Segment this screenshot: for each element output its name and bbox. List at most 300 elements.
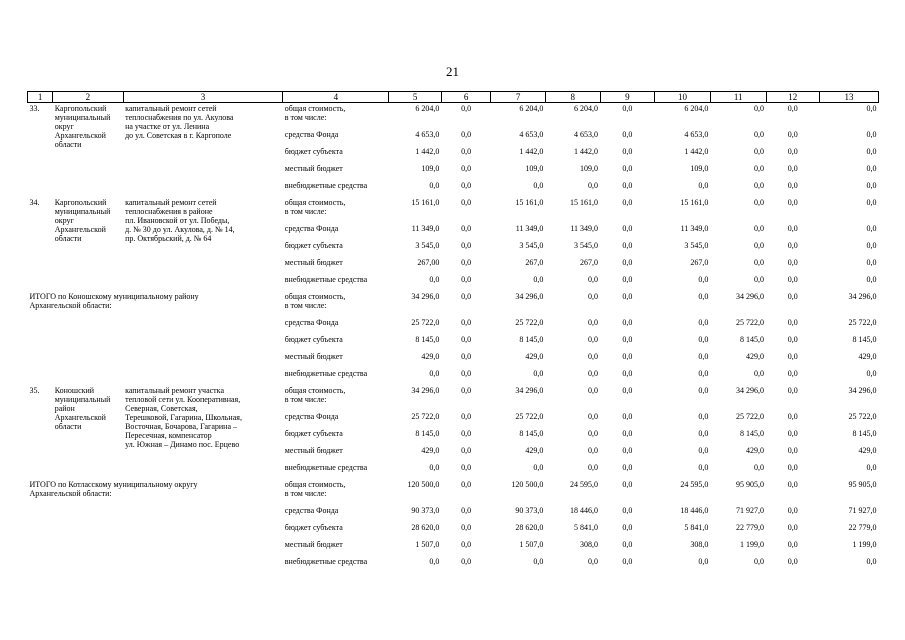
value-cell: 6 204,0 bbox=[574, 104, 599, 113]
value-cell: 90 373,0 bbox=[515, 505, 544, 515]
work-description-cell bbox=[123, 385, 283, 479]
value-cell: 0,0 bbox=[622, 351, 633, 361]
value-cell: 0,0 bbox=[698, 385, 709, 395]
work-description-line: до ул. Советская в г. Каргополе bbox=[125, 131, 232, 140]
value-cell: 0,0 bbox=[588, 291, 599, 301]
value-cell: 18 446,0 bbox=[680, 505, 709, 515]
municipality-line: Каргопольский bbox=[54, 104, 107, 113]
value-cell: 429,0 bbox=[858, 445, 877, 455]
value-cell: 0,0 bbox=[461, 334, 472, 344]
value-cell: 0,0 bbox=[787, 522, 798, 532]
value-cell: 0,0 bbox=[698, 445, 709, 455]
value-cell: 0,0 bbox=[698, 291, 709, 301]
value-cell: 0,0 bbox=[754, 163, 764, 173]
value-cell: 0,0 bbox=[622, 104, 633, 113]
value-cell: 0,0 bbox=[622, 291, 633, 301]
value-cell: 34 296,0 bbox=[515, 291, 544, 301]
funding-source-line: средства Фонда bbox=[284, 411, 339, 421]
work-description-line: Восточная, Бочарова, Гагарина – bbox=[125, 421, 238, 431]
value-cell: 28 620,0 bbox=[411, 522, 440, 532]
value-cell: 0,0 bbox=[461, 274, 472, 284]
value-cell: 34 296,0 bbox=[411, 291, 440, 301]
municipality-line: муниципальный bbox=[54, 394, 111, 404]
value-cell: 24 595,0 bbox=[570, 479, 599, 489]
value-cell: 0,0 bbox=[622, 385, 633, 395]
table-row bbox=[28, 291, 879, 317]
value-cell: 267,0 bbox=[525, 257, 544, 267]
value-cell: 0,0 bbox=[787, 146, 798, 156]
funding-source-line: бюджет субъекта bbox=[284, 428, 343, 438]
value-cell: 0,0 bbox=[698, 556, 709, 566]
value-cell: 34 296,0 bbox=[848, 385, 877, 395]
funding-source-cell bbox=[283, 445, 389, 462]
value-cell: 0,0 bbox=[429, 180, 440, 190]
work-description-line: ул. Южная – Динамо пос. Ерцево bbox=[125, 439, 240, 449]
value-cell: 6 204,0 bbox=[519, 104, 544, 113]
value-cell: 0,0 bbox=[429, 556, 440, 566]
column-header: 8 bbox=[545, 92, 600, 103]
value-cell: 5 841,0 bbox=[684, 522, 709, 532]
value-cell: 0,0 bbox=[588, 556, 599, 566]
table-body bbox=[28, 103, 879, 573]
value-cell: 0,0 bbox=[461, 240, 472, 250]
value-cell: 0,0 bbox=[866, 556, 877, 566]
value-cell: 24 595,0 bbox=[680, 479, 709, 489]
value-cell: 4 653,0 bbox=[574, 129, 599, 139]
value-cell: 25 722,0 bbox=[848, 411, 877, 421]
value-cell: 0,0 bbox=[588, 385, 599, 395]
funding-source-line: в том числе: bbox=[284, 488, 327, 498]
table-row bbox=[28, 197, 879, 223]
value-cell: 0,0 bbox=[461, 479, 472, 489]
value-cell: 0,0 bbox=[588, 351, 599, 361]
value-cell: 0,0 bbox=[533, 368, 544, 378]
funding-source-line: местный бюджет bbox=[284, 351, 343, 361]
value-cell: 0,0 bbox=[866, 274, 877, 284]
value-cell: 0,0 bbox=[787, 411, 798, 421]
value-cell: 0,0 bbox=[787, 385, 798, 395]
row-index: 33. bbox=[29, 104, 40, 113]
funding-source-line: местный бюджет bbox=[284, 163, 343, 173]
value-cell: 109,0 bbox=[690, 163, 709, 173]
funding-source-cell bbox=[283, 385, 389, 411]
value-cell: 0,0 bbox=[787, 445, 798, 455]
value-cell: 0,0 bbox=[461, 351, 472, 361]
municipality-line: Коношский bbox=[54, 385, 95, 395]
funding-source-line: внебюджетные средства bbox=[284, 368, 368, 378]
column-header: 6 bbox=[441, 92, 490, 103]
value-cell: 0,0 bbox=[787, 223, 798, 233]
value-cell: 0,0 bbox=[622, 368, 633, 378]
row-index: 34. bbox=[29, 197, 40, 207]
value-cell: 1 507,0 bbox=[415, 539, 440, 549]
value-cell: 0,0 bbox=[787, 197, 798, 207]
funding-source-line: внебюджетные средства bbox=[284, 180, 368, 190]
value-cell: 11 349,0 bbox=[515, 223, 544, 233]
value-cell: 0,0 bbox=[461, 505, 472, 515]
value-cell: 0,0 bbox=[622, 462, 633, 472]
municipality-line: район bbox=[54, 403, 75, 413]
value-cell: 25 722,0 bbox=[411, 411, 440, 421]
municipality-line: муниципальный bbox=[54, 206, 111, 216]
value-cell: 429,0 bbox=[421, 445, 440, 455]
column-header: 2 bbox=[53, 92, 123, 103]
value-cell: 0,0 bbox=[698, 411, 709, 421]
value-cell: 120 500,0 bbox=[511, 479, 544, 489]
value-cell: 15 161,0 bbox=[515, 197, 544, 207]
value-cell: 0,0 bbox=[866, 462, 877, 472]
column-numbers-row bbox=[28, 92, 879, 103]
work-description-line: капитальный ремонт сетей bbox=[125, 197, 217, 207]
value-cell: 0,0 bbox=[787, 257, 798, 267]
funding-source-cell bbox=[283, 479, 389, 505]
work-description-line: капитальный ремонт участка bbox=[125, 385, 224, 395]
funding-source-line: в том числе: bbox=[284, 394, 327, 404]
value-cell: 1 442,0 bbox=[415, 146, 440, 156]
funding-source-cell bbox=[283, 146, 389, 163]
funding-source-line: общая стоимость, bbox=[284, 385, 346, 395]
total-label bbox=[28, 291, 283, 385]
value-cell: 0,0 bbox=[698, 368, 709, 378]
value-cell: 0,0 bbox=[461, 385, 472, 395]
value-cell: 0,0 bbox=[461, 180, 472, 190]
funding-source-line: внебюджетные средства bbox=[284, 556, 368, 566]
value-cell: 0,0 bbox=[588, 445, 599, 455]
work-description-line: Северная, Советская, bbox=[125, 403, 198, 413]
value-cell: 11 349,0 bbox=[570, 223, 599, 233]
value-cell: 0,0 bbox=[866, 146, 877, 156]
value-cell: 0,0 bbox=[622, 223, 633, 233]
value-cell: 1 507,0 bbox=[519, 539, 544, 549]
value-cell: 0,0 bbox=[866, 163, 877, 173]
work-description-line: пр. Октябрьский, д. № 64 bbox=[125, 233, 212, 243]
municipality-cell bbox=[53, 103, 123, 197]
value-cell: 15 161,0 bbox=[570, 197, 599, 207]
table-row bbox=[28, 385, 879, 411]
value-cell: 0,0 bbox=[787, 428, 798, 438]
value-cell: 109,0 bbox=[525, 163, 544, 173]
value-cell: 267,0 bbox=[580, 257, 599, 267]
funding-source-line: средства Фонда bbox=[284, 223, 339, 233]
value-cell: 4 653,0 bbox=[684, 129, 709, 139]
value-cell: 0,0 bbox=[533, 556, 544, 566]
value-cell: 0,0 bbox=[461, 428, 472, 438]
total-label-line: ИТОГО по Котласскому муниципальному округу bbox=[29, 479, 198, 489]
municipality-cell bbox=[53, 385, 123, 479]
funding-source-cell bbox=[283, 317, 389, 334]
value-cell: 0,0 bbox=[866, 104, 877, 113]
value-cell: 0,0 bbox=[461, 129, 472, 139]
value-cell: 0,0 bbox=[588, 317, 599, 327]
value-cell: 0,0 bbox=[754, 197, 764, 207]
value-cell: 0,0 bbox=[698, 462, 709, 472]
funding-source-cell bbox=[283, 505, 389, 522]
value-cell: 0,0 bbox=[461, 368, 472, 378]
value-cell: 0,0 bbox=[622, 445, 633, 455]
value-cell: 18 446,0 bbox=[570, 505, 599, 515]
municipality-line: округ bbox=[54, 215, 74, 225]
value-cell: 8 145,0 bbox=[740, 334, 764, 344]
value-cell: 0,0 bbox=[866, 129, 877, 139]
funding-source-line: внебюджетные средства bbox=[284, 462, 368, 472]
funding-source-line: средства Фонда bbox=[284, 129, 339, 139]
value-cell: 0,0 bbox=[461, 411, 472, 421]
value-cell: 1 442,0 bbox=[519, 146, 544, 156]
column-header: 1 bbox=[28, 92, 53, 103]
column-header: 13 bbox=[820, 92, 879, 103]
page-number: 21 bbox=[446, 64, 459, 79]
value-cell: 8 145,0 bbox=[519, 334, 544, 344]
value-cell: 6 204,0 bbox=[684, 104, 709, 113]
funding-source-line: местный бюджет bbox=[284, 445, 343, 455]
value-cell: 25 722,0 bbox=[515, 411, 544, 421]
value-cell: 8 145,0 bbox=[852, 334, 877, 344]
value-cell: 0,0 bbox=[429, 274, 440, 284]
value-cell: 267,0 bbox=[690, 257, 709, 267]
funding-source-line: средства Фонда bbox=[284, 505, 339, 515]
value-cell: 0,0 bbox=[698, 180, 709, 190]
municipality-line: Каргопольский bbox=[54, 197, 107, 207]
funding-source-cell bbox=[283, 103, 389, 129]
value-cell: 34 296,0 bbox=[736, 291, 764, 301]
value-cell: 429,0 bbox=[421, 351, 440, 361]
value-cell: 0,0 bbox=[866, 223, 877, 233]
total-label-line: Архангельской области: bbox=[29, 488, 112, 498]
value-cell: 3 545,0 bbox=[519, 240, 544, 250]
value-cell: 0,0 bbox=[622, 317, 633, 327]
value-cell: 0,0 bbox=[754, 240, 764, 250]
funding-source-cell bbox=[283, 351, 389, 368]
value-cell: 0,0 bbox=[588, 334, 599, 344]
value-cell: 0,0 bbox=[461, 197, 472, 207]
value-cell: 0,0 bbox=[461, 291, 472, 301]
funding-source-line: в том числе: bbox=[284, 300, 327, 310]
funding-source-cell bbox=[283, 556, 389, 573]
municipality-line: Архангельской bbox=[54, 131, 106, 140]
funding-source-line: бюджет субъекта bbox=[284, 146, 343, 156]
value-cell: 0,0 bbox=[622, 146, 633, 156]
value-cell: 109,0 bbox=[580, 163, 599, 173]
value-cell: 71 927,0 bbox=[736, 505, 764, 515]
municipality-line: области bbox=[54, 140, 82, 149]
value-cell: 25 722,0 bbox=[411, 317, 440, 327]
work-description-line: пл. Ивановской от ул. Победы, bbox=[125, 215, 230, 225]
value-cell: 0,0 bbox=[622, 539, 633, 549]
table-row bbox=[28, 103, 879, 129]
value-cell: 0,0 bbox=[622, 274, 633, 284]
value-cell: 0,0 bbox=[461, 223, 472, 233]
value-cell: 0,0 bbox=[622, 479, 633, 489]
value-cell: 0,0 bbox=[461, 462, 472, 472]
value-cell: 0,0 bbox=[754, 223, 764, 233]
value-cell: 0,0 bbox=[698, 351, 709, 361]
value-cell: 8 145,0 bbox=[852, 428, 877, 438]
value-cell: 71 927,0 bbox=[848, 505, 877, 515]
value-cell: 0,0 bbox=[533, 462, 544, 472]
value-cell: 5 841,0 bbox=[574, 522, 599, 532]
value-cell: 95 905,0 bbox=[736, 479, 764, 489]
funding-source-cell bbox=[283, 257, 389, 274]
value-cell: 0,0 bbox=[698, 317, 709, 327]
value-cell: 34 296,0 bbox=[411, 385, 440, 395]
value-cell: 95 905,0 bbox=[848, 479, 877, 489]
value-cell: 0,0 bbox=[866, 240, 877, 250]
value-cell: 34 296,0 bbox=[848, 291, 877, 301]
column-header: 12 bbox=[766, 92, 820, 103]
value-cell: 0,0 bbox=[787, 240, 798, 250]
value-cell: 15 161,0 bbox=[411, 197, 440, 207]
funding-source-cell bbox=[283, 522, 389, 539]
value-cell: 0,0 bbox=[461, 163, 472, 173]
value-cell: 429,0 bbox=[525, 351, 544, 361]
value-cell: 0,0 bbox=[698, 274, 709, 284]
value-cell: 0,0 bbox=[622, 428, 633, 438]
funding-source-cell bbox=[283, 129, 389, 146]
funding-source-cell bbox=[283, 539, 389, 556]
total-label bbox=[28, 479, 283, 573]
value-cell: 0,0 bbox=[754, 462, 764, 472]
value-cell: 0,0 bbox=[787, 180, 798, 190]
value-cell: 0,0 bbox=[588, 411, 599, 421]
value-cell: 0,0 bbox=[787, 317, 798, 327]
value-cell: 0,0 bbox=[622, 411, 633, 421]
value-cell: 0,0 bbox=[866, 368, 877, 378]
total-label-line: Архангельской области: bbox=[29, 300, 112, 310]
value-cell: 0,0 bbox=[754, 129, 764, 139]
work-description-line: д. № 30 до ул. Акулова, д. № 14, bbox=[125, 224, 235, 234]
value-cell: 267,00 bbox=[417, 257, 440, 267]
value-cell: 120 500,0 bbox=[407, 479, 440, 489]
funding-source-line: бюджет субъекта bbox=[284, 240, 343, 250]
value-cell: 0,0 bbox=[787, 479, 798, 489]
column-header: 11 bbox=[710, 92, 766, 103]
value-cell: 0,0 bbox=[622, 180, 633, 190]
value-cell: 0,0 bbox=[461, 445, 472, 455]
value-cell: 429,0 bbox=[525, 445, 544, 455]
total-label-line: ИТОГО по Коношскому муниципальному району bbox=[29, 291, 199, 301]
column-header: 10 bbox=[655, 92, 711, 103]
value-cell: 11 349,0 bbox=[411, 223, 440, 233]
value-cell: 25 722,0 bbox=[848, 317, 877, 327]
value-cell: 15 161,0 bbox=[680, 197, 709, 207]
funding-source-line: бюджет субъекта bbox=[284, 522, 343, 532]
funding-source-cell bbox=[283, 223, 389, 240]
value-cell: 25 722,0 bbox=[736, 411, 764, 421]
value-cell: 0,0 bbox=[787, 368, 798, 378]
column-header: 5 bbox=[389, 92, 442, 103]
value-cell: 3 545,0 bbox=[574, 240, 599, 250]
value-cell: 28 620,0 bbox=[515, 522, 544, 532]
funding-source-cell bbox=[283, 274, 389, 291]
work-description-line: Пересечная, компенсатор bbox=[125, 430, 212, 440]
value-cell: 4 653,0 bbox=[519, 129, 544, 139]
value-cell: 0,0 bbox=[588, 462, 599, 472]
funding-source-line: местный бюджет bbox=[284, 539, 343, 549]
work-description-line: теплоснабжения по ул. Акулова bbox=[125, 113, 234, 122]
value-cell: 0,0 bbox=[622, 257, 633, 267]
value-cell: 0,0 bbox=[754, 104, 764, 113]
value-cell: 0,0 bbox=[754, 180, 764, 190]
value-cell: 0,0 bbox=[866, 257, 877, 267]
municipality-line: области bbox=[54, 421, 82, 431]
funding-source-cell bbox=[283, 163, 389, 180]
work-description-line: теплоснабжения в районе bbox=[125, 206, 213, 216]
municipality-line: округ bbox=[54, 122, 74, 131]
value-cell: 0,0 bbox=[787, 351, 798, 361]
value-cell: 429,0 bbox=[746, 351, 764, 361]
column-header: 3 bbox=[123, 92, 283, 103]
funding-source-line: общая стоимость, bbox=[284, 291, 346, 301]
funding-source-cell bbox=[283, 368, 389, 385]
value-cell: 429,0 bbox=[858, 351, 877, 361]
value-cell: 0,0 bbox=[866, 180, 877, 190]
value-cell: 0,0 bbox=[787, 539, 798, 549]
value-cell: 22 779,0 bbox=[848, 522, 877, 532]
column-header: 9 bbox=[600, 92, 655, 103]
value-cell: 4 653,0 bbox=[415, 129, 440, 139]
funding-source-cell bbox=[283, 197, 389, 223]
value-cell: 308,0 bbox=[580, 539, 599, 549]
value-cell: 0,0 bbox=[588, 180, 599, 190]
value-cell: 0,0 bbox=[461, 317, 472, 327]
value-cell: 90 373,0 bbox=[411, 505, 440, 515]
row-index: 35. bbox=[29, 385, 40, 395]
value-cell: 0,0 bbox=[622, 334, 633, 344]
value-cell: 0,0 bbox=[754, 257, 764, 267]
work-description-line: тепловой сети ул. Кооперативная, bbox=[125, 394, 241, 404]
value-cell: 0,0 bbox=[588, 274, 599, 284]
financing-table bbox=[27, 91, 879, 573]
value-cell: 429,0 bbox=[746, 445, 764, 455]
value-cell: 0,0 bbox=[787, 556, 798, 566]
table-row bbox=[28, 479, 879, 505]
value-cell: 0,0 bbox=[622, 505, 633, 515]
value-cell: 1 199,0 bbox=[740, 539, 764, 549]
value-cell: 0,0 bbox=[429, 368, 440, 378]
value-cell: 3 545,0 bbox=[415, 240, 440, 250]
value-cell: 0,0 bbox=[787, 274, 798, 284]
value-cell: 0,0 bbox=[533, 274, 544, 284]
municipality-line: Архангельской bbox=[54, 224, 106, 234]
value-cell: 34 296,0 bbox=[515, 385, 544, 395]
value-cell: 1 442,0 bbox=[574, 146, 599, 156]
funding-source-cell bbox=[283, 291, 389, 317]
value-cell: 109,0 bbox=[421, 163, 440, 173]
value-cell: 0,0 bbox=[461, 522, 472, 532]
value-cell: 0,0 bbox=[698, 334, 709, 344]
funding-source-line: общая стоимость, bbox=[284, 104, 346, 113]
funding-source-line: средства Фонда bbox=[284, 317, 339, 327]
value-cell: 34 296,0 bbox=[736, 385, 764, 395]
value-cell: 25 722,0 bbox=[736, 317, 764, 327]
funding-source-line: местный бюджет bbox=[284, 257, 343, 267]
value-cell: 25 722,0 bbox=[515, 317, 544, 327]
value-cell: 0,0 bbox=[754, 556, 764, 566]
value-cell: 1 199,0 bbox=[852, 539, 877, 549]
funding-source-cell bbox=[283, 334, 389, 351]
municipality-line: области bbox=[54, 233, 82, 243]
municipality-line: Архангельской bbox=[54, 412, 106, 422]
funding-source-cell bbox=[283, 462, 389, 479]
value-cell: 0,0 bbox=[461, 146, 472, 156]
value-cell: 8 145,0 bbox=[740, 428, 764, 438]
value-cell: 8 145,0 bbox=[415, 428, 440, 438]
value-cell: 0,0 bbox=[698, 428, 709, 438]
value-cell: 0,0 bbox=[461, 556, 472, 566]
work-description-line: на участке от ул. Ленина bbox=[125, 122, 210, 131]
work-description-line: Терешковой, Гагарина, Школьная, bbox=[125, 412, 242, 422]
funding-source-cell bbox=[283, 428, 389, 445]
